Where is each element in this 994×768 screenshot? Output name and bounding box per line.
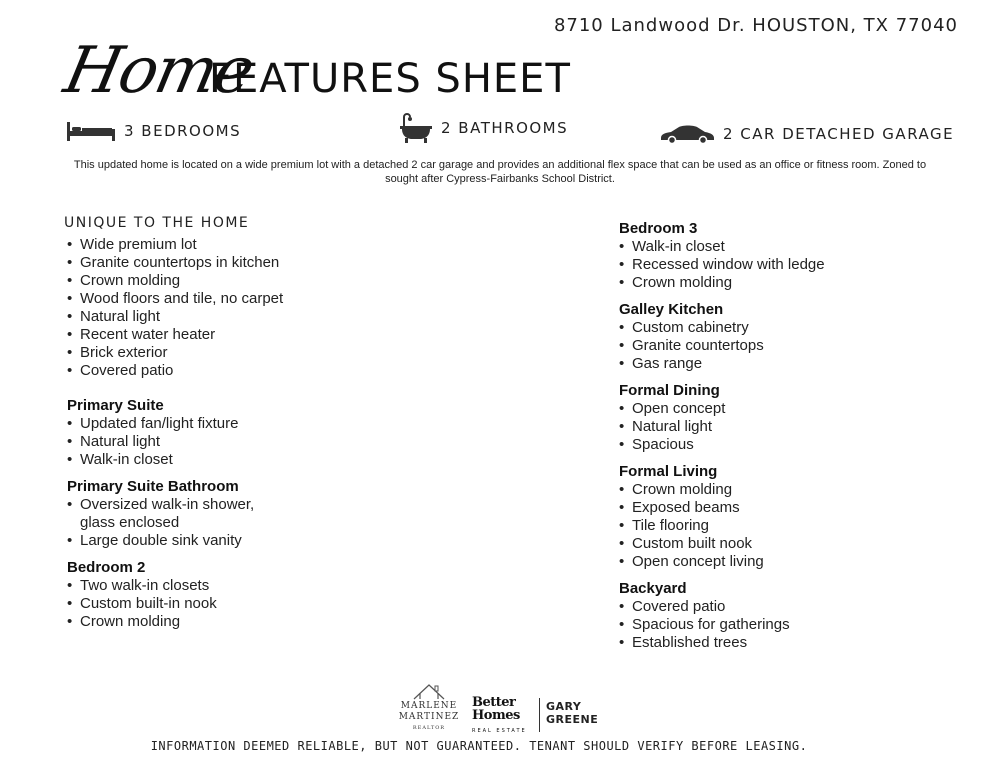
section-backyard-title: Backyard xyxy=(619,580,687,597)
section-bedroom-2-title: Bedroom 2 xyxy=(67,559,146,576)
list-item: • Recent water heater xyxy=(67,326,367,344)
section-bedroom-3 xyxy=(619,220,949,292)
section-formal-dining xyxy=(619,382,949,454)
title-script: Home xyxy=(58,34,259,108)
brokerage-line1: GARY xyxy=(546,700,582,713)
disclaimer: INFORMATION DEEMED RELIABLE, BUT NOT GUARANTEED. TENANT SHOULD VERIFY BEFORE LEASING. xyxy=(150,739,808,753)
bed-icon xyxy=(66,120,116,142)
section-primary-bath-title: Primary Suite Bathroom xyxy=(67,478,239,495)
house-icon xyxy=(412,682,446,700)
section-primary-suite xyxy=(67,397,367,469)
section-unique-list xyxy=(67,236,367,380)
stat-bedrooms-label: 3 BEDROOMS xyxy=(124,122,242,140)
brand-logo xyxy=(472,696,527,738)
list-item: • Wide premium lot xyxy=(67,236,367,254)
list-item: • Covered patio xyxy=(619,598,949,616)
list-item: • Established trees xyxy=(619,634,949,652)
list-item: • Walk-in closet xyxy=(619,238,949,256)
list-item: • Covered patio xyxy=(67,362,367,380)
list-item: • Crown molding xyxy=(67,272,367,290)
section-primary-suite-title: Primary Suite xyxy=(67,397,164,414)
section-unique-title: UNIQUE TO THE HOME xyxy=(64,215,250,231)
brand-line1: Better xyxy=(472,695,516,710)
left-column xyxy=(64,215,367,640)
logo-divider xyxy=(539,698,540,732)
list-item: • Open concept xyxy=(619,400,949,418)
list-item: • Natural light xyxy=(67,433,367,451)
brand-line2: Homes xyxy=(472,708,520,723)
agent-subtitle: REALTOR xyxy=(412,725,446,731)
stat-garage xyxy=(659,124,954,144)
list-item: • Gas range xyxy=(619,355,949,373)
brokerage-line2: GREENE xyxy=(546,713,599,726)
list-item: • Large double sink vanity xyxy=(67,532,267,550)
list-item: • Recessed window with ledge xyxy=(619,256,949,274)
section-formal-living-title: Formal Living xyxy=(619,463,718,480)
list-item: • Updated fan/light fixture xyxy=(67,415,367,433)
list-item: • Crown molding xyxy=(619,481,949,499)
intro-paragraph: This updated home is located on a wide premium lot with a detached 2 car garage and provides an additional flex space that can be used as an office or fitness room. Zoned to sought after Cypress-Fairbanks School District. xyxy=(73,159,927,185)
stat-bathrooms xyxy=(399,111,568,145)
section-bedroom-2 xyxy=(67,559,367,631)
agent-name-line2: MARTINEZ xyxy=(398,712,460,722)
list-item: • Two walk-in closets xyxy=(67,577,367,595)
list-item: • Walk-in closet xyxy=(67,451,367,469)
list-item: • Granite countertops xyxy=(619,337,949,355)
section-backyard xyxy=(619,580,949,652)
agent-logo xyxy=(398,682,460,734)
section-galley-kitchen xyxy=(619,301,949,373)
section-formal-living xyxy=(619,463,949,571)
stat-bathrooms-label: 2 BATHROOMS xyxy=(441,119,569,137)
list-item: • Brick exterior xyxy=(67,344,367,362)
property-address: 8710 Landwood Dr. HOUSTON, TX 77040 xyxy=(553,15,958,36)
list-item: • Crown molding xyxy=(67,613,367,631)
section-bedroom-3-title: Bedroom 3 xyxy=(619,220,698,237)
list-item: • Natural light xyxy=(619,418,949,436)
bathtub-icon xyxy=(399,111,433,145)
list-item: • Natural light xyxy=(67,308,367,326)
list-item: • Crown molding xyxy=(619,274,949,292)
list-item: • Exposed beams xyxy=(619,499,949,517)
section-formal-dining-title: Formal Dining xyxy=(619,382,720,399)
list-item: • Wood floors and tile, no carpet xyxy=(67,290,367,308)
section-primary-bath xyxy=(67,478,367,550)
footer-logos xyxy=(398,678,618,738)
right-column xyxy=(619,220,949,661)
car-icon xyxy=(659,124,715,144)
list-item: • Open concept living xyxy=(619,553,949,571)
stat-bedrooms xyxy=(66,120,241,142)
list-item: • Spacious xyxy=(619,436,949,454)
brokerage-logo xyxy=(546,700,598,726)
list-item: • Tile flooring xyxy=(619,517,949,535)
list-item: • Granite countertops in kitchen xyxy=(67,254,367,272)
section-galley-kitchen-title: Galley Kitchen xyxy=(619,301,724,318)
title-main: FEATURES SHEET xyxy=(209,56,571,102)
list-item: • Oversized walk-in shower, glass enclosed xyxy=(67,496,267,532)
brand-subtitle: REAL ESTATE xyxy=(472,728,527,734)
list-item: • Custom built nook xyxy=(619,535,949,553)
section-unique xyxy=(64,215,367,380)
agent-name-line1: MARLENE xyxy=(400,701,458,711)
page-title xyxy=(58,32,626,122)
list-item: • Spacious for gatherings xyxy=(619,616,949,634)
stat-garage-label: 2 CAR DETACHED GARAGE xyxy=(723,125,955,143)
list-item: • Custom cabinetry xyxy=(619,319,949,337)
list-item: • Custom built-in nook xyxy=(67,595,367,613)
